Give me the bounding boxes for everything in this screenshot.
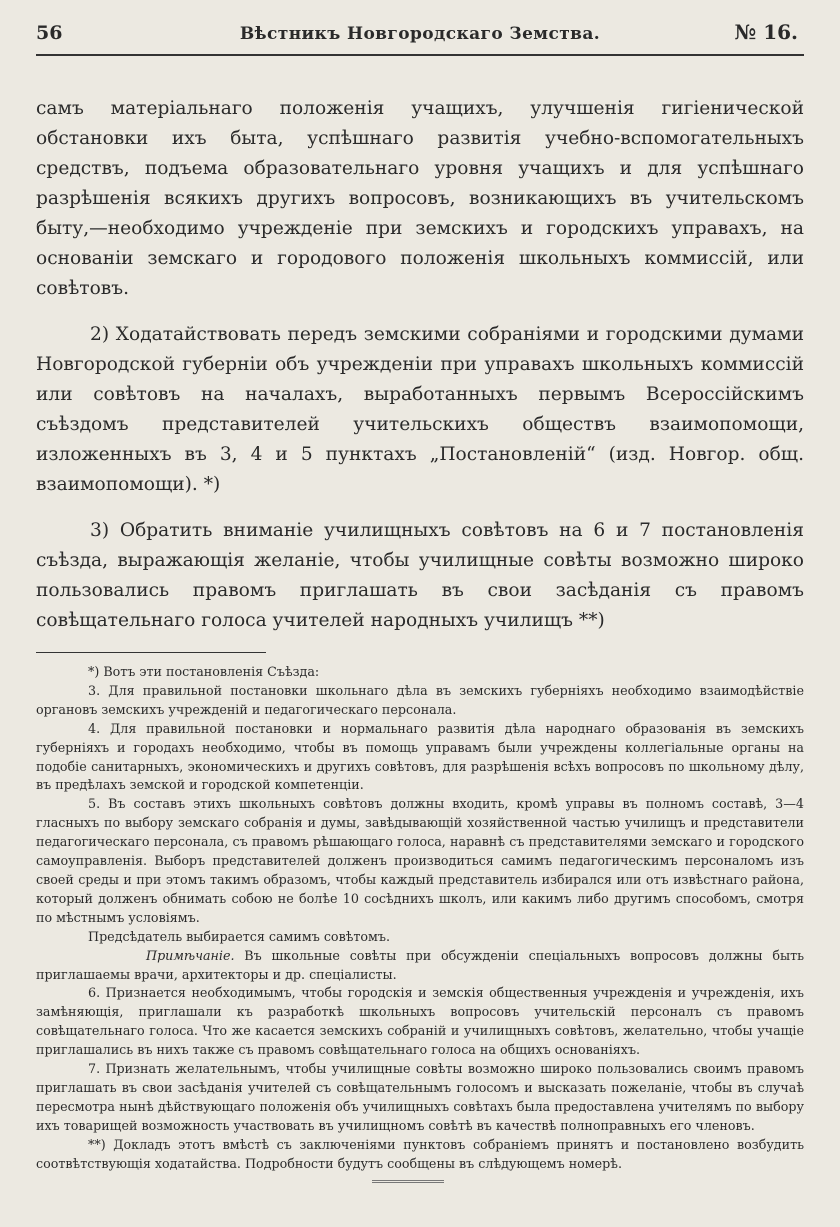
footnote-intro: *) Вотъ эти постановленія Съѣзда: [88,664,320,679]
page-number: 56 [36,22,63,44]
resolution-7: 7. Признать желательнымъ, чтобы училищные совѣты возможно широко пользовались своимъ правомъ приглашать въ свои засѣданія учителей съ совѣщательнымъ голосомъ и высказать пожеланіе, чтобы въ случаѣ пересмотра нынѣ дѣйствующаго положенія объ училищныхъ совѣтахъ была предоставлена учителямъ по выбору ихъ товарищей возможность участвовать въ училищномъ совѣтѣ въ качествѣ полноправныхъ его членовъ. [36,1061,804,1133]
journal-title: Вѣстникъ Новгородскаго Земства. [239,24,601,44]
resolution-5: 5. Въ составъ этихъ школьныхъ совѣтовъ должны входить, кромѣ управы въ полномъ составѣ, 3—4 гласныхъ по выбору земскаго собранія и думы, завѣдывающій хозяйственной частью училищъ и представители педагогическаго персонала, съ правомъ рѣшающаго голоса, наравнѣ съ представителями земскаго и городского самоуправленія. Выборъ представителей долженъ производиться самимъ педагогическимъ персоналомъ изъ своей среды и при этомъ такимъ образомъ, чтобы каждый представитель избирался или отъ извѣстнаго района, который долженъ обнимать собою не болѣе 10 сосѣднихъ школъ, или какимъ либо другимъ способомъ, смотря по мѣстнымъ условіямъ. [36,796,804,925]
remark [36,947,804,985]
remark-text: Въ школьные совѣты при обсужденіи спеціальныхъ вопросовъ должны быть приглашаемы врачи, архитекторы и др. спеціалисты. [36,947,804,982]
chairman-note: Предсѣдатель выбирается самимъ совѣтомъ. [88,928,390,944]
page-header [36,20,804,56]
resolution-3: 3. Для правильной постановки школьнаго дѣла въ земскихъ губерніяхъ необходимо взаимодѣйствіе органовъ земскихъ учрежденій и педагогическаго персонала. [36,682,804,717]
resolution-6: 6. Признается необходимымъ, чтобы городскія и земскія общественныя учрежденія и учрежденія, ихъ замѣняющія, приглашали къ разработкѣ школьныхъ вопросовъ учительскій персоналъ съ правомъ совѣщательнаго голоса. Что же касается земскихъ собраній и училищныхъ совѣтовъ, желательно, чтобы учащіе приглашались въ нихъ также съ правомъ совѣщательнаго голоса на общихъ основаніяхъ. [36,985,804,1058]
paragraph-1: самъ матеріальнаго положенія учащихъ, улучшенія гигіенической обстановки ихъ быта, успѣшнаго развитія учебно-вспомогательныхъ средствъ, подъема образовательнаго уровня учащихъ и для успѣшнаго разрѣшенія всякихъ другихъ вопросовъ, возникающихъ въ учительскомъ быту,—необходимо учрежденіе при земскихъ и городскихъ управахъ, на основаніи земскаго и городового положенія школьныхъ коммиссій, или совѣтовъ. [36,98,804,299]
paragraph-2: 2) Ходатайствовать передъ земскими собраніями и городскими думами Новгородской губерніи объ учрежденіи при управахъ школьныхъ коммиссій или совѣтовъ на началахъ, выработанныхъ первымъ Всероссійскимъ съѣздомъ представителей учительскихъ обществъ взаимопомощи, изложенныхъ въ 3, 4 и 5 пунктахъ „Постановленій“ (изд. Новгор. общ. взаимопомощи). *) [36,324,804,495]
remark-label: Примѣчаніе. [146,947,235,963]
footnote-divider [36,652,266,653]
ornament-divider [372,1180,444,1183]
main-text [36,94,804,636]
footnote-double-asterisk: **) Докладъ этотъ вмѣстѣ съ заключеніями пунктовъ собраніемъ принятъ и постановлено возбудить соотвѣтствующія ходатайства. Подробности будутъ сообщены въ слѣдующемъ номерѣ. [36,1136,804,1171]
issue-number: № 16. [734,20,798,44]
paragraph-3: 3) Обратить вниманіе училищныхъ совѣтовъ на 6 и 7 постановленія съѣзда, выражающія желаніе, чтобы училищные совѣты возможно широко пользовались правомъ приглашать въ свои засѣданія съ правомъ совѣщательнаго голоса учителей народныхъ училищъ **) [36,520,804,631]
resolution-4: 4. Для правильной постановки и нормальнаго развитія дѣла народнаго образованія въ земскихъ губерніяхъ и городахъ необходимо, чтобы въ помощь управамъ были учреждены коллегіальные органы на подобіе санитарныхъ, экономическихъ и другихъ совѣтовъ, для разрѣшенія всѣхъ вопросовъ по школьному дѣлу, въ предѣлахъ земской и городской компетенціи. [36,720,804,793]
footnotes [36,663,804,1173]
